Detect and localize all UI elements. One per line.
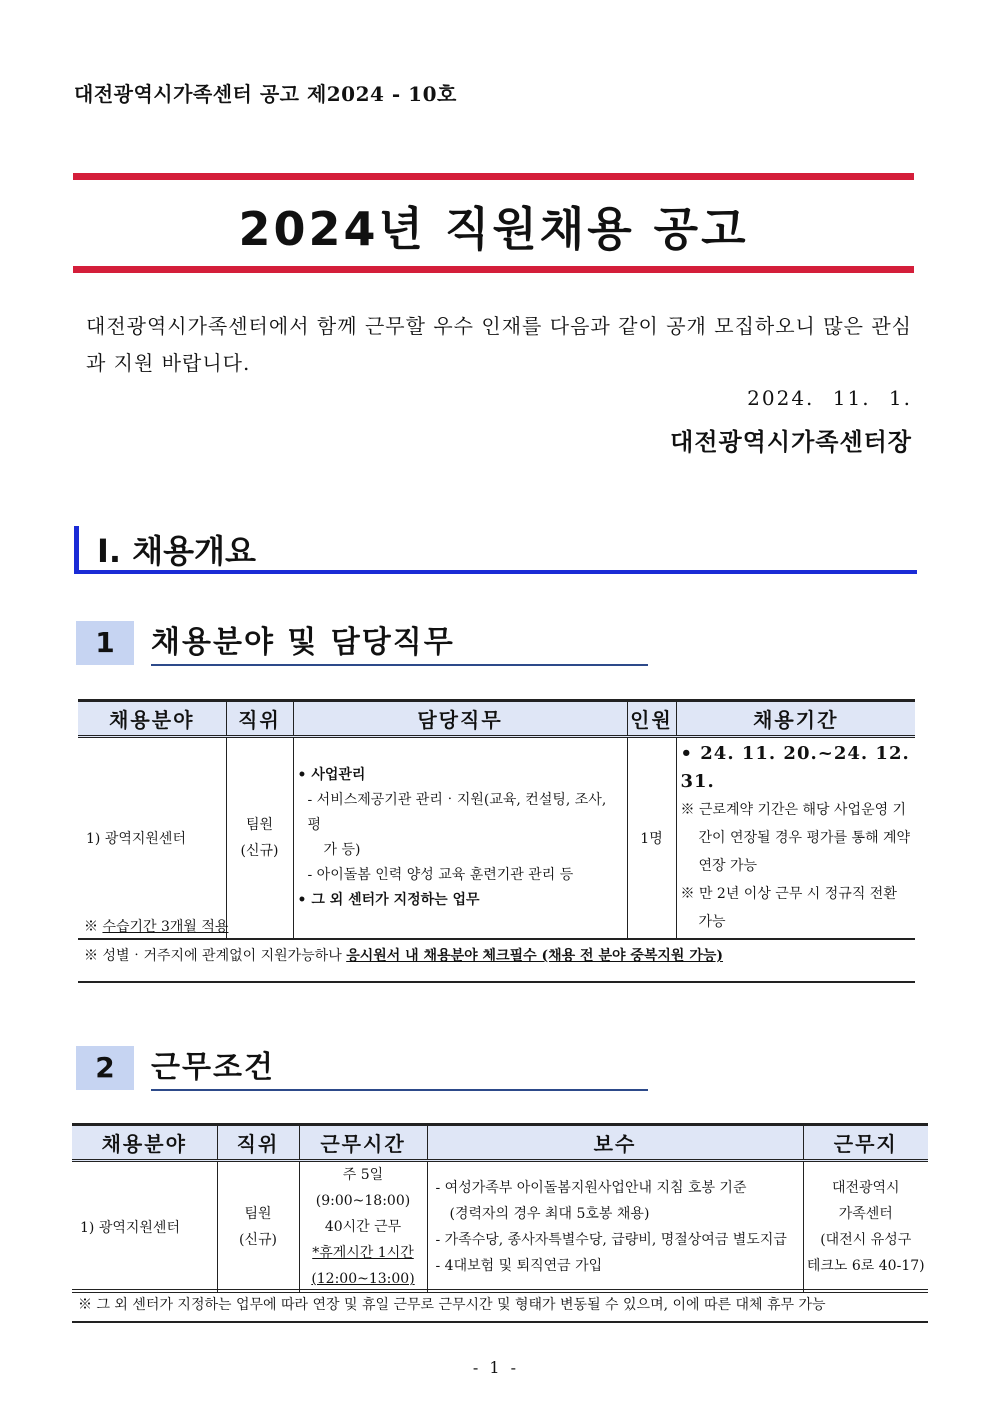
recruitment-notes <box>78 913 915 983</box>
period-note: ※ 근로계약 기간은 해당 사업운영 기간이 연장될 경우 평가를 통해 계약연장 가능 <box>680 802 911 874</box>
duty-item: - 서비스제공기관 관리‧지원(교육, 컨설팅, 조사, 평 <box>307 792 607 833</box>
hours-cell <box>299 1161 427 1293</box>
position-title: 팀원 <box>244 1206 272 1222</box>
pay-item: (경력자의 경우 최대 5호봉 채용) <box>449 1206 650 1222</box>
col-header-position: 직위 <box>226 701 293 737</box>
location-line: 대전광역시 <box>831 1180 900 1196</box>
announcement-date: 2024. 11. 1. <box>747 386 912 410</box>
hours-total: 40시간 근무 <box>324 1219 402 1235</box>
recruitment-table <box>78 699 915 940</box>
position-type: (신규) <box>240 843 279 859</box>
hours-break-time: (12:00~13:00) <box>311 1271 415 1287</box>
period-cell <box>676 737 915 940</box>
section-title: Ⅰ. 채용개요 <box>97 532 256 570</box>
location-cell <box>803 1161 928 1293</box>
title-top-rule <box>73 173 914 180</box>
duty-item: • 그 외 센터가 지정하는 업무 <box>297 892 480 908</box>
col-header-field: 채용분야 <box>72 1125 217 1161</box>
count-cell: 1명 <box>627 737 676 940</box>
period-note: ※ 만 2년 이상 근무 시 정규직 전환 가능 <box>680 886 897 930</box>
hours-days: 주 5일(9:00~18:00) <box>315 1167 411 1209</box>
col-header-count: 인원 <box>627 701 676 737</box>
subsection-title: 채용분야 및 담당직무 <box>151 622 648 666</box>
duty-item: - 아이돌봄 인력 양성 교육 훈련기관 관리 등 <box>307 867 574 883</box>
col-header-field: 채용분야 <box>78 701 226 737</box>
location-line: 테크노 6로 40-17) <box>806 1258 925 1274</box>
subsection-title: 근무조건 <box>151 1047 648 1091</box>
col-header-duty: 담당직무 <box>293 701 627 737</box>
col-header-hours: 근무시간 <box>299 1125 427 1161</box>
section-heading-overview <box>74 526 917 574</box>
col-header-position: 직위 <box>217 1125 299 1161</box>
field-cell: 1) 광역지원센터 <box>78 737 226 940</box>
note-eligibility: ※ 성별‧거주지에 관계없이 지원가능하나 응시원서 내 채용분야 체크필수 (채용 전 분야 중복지원 가능) <box>84 948 724 964</box>
subsection-number: 1 <box>76 621 134 665</box>
table-row <box>72 1161 928 1293</box>
work-conditions-note: ※ 그 외 센터가 지정하는 업무에 따라 연장 및 휴일 근무로 근무시간 및 형태가 변동될 수 있으며, 이에 따른 대체 휴무 가능 <box>72 1289 928 1323</box>
hours-break: *휴게시간 1시간 <box>312 1245 414 1261</box>
pay-cell <box>427 1161 803 1293</box>
duty-cell <box>293 737 627 940</box>
work-conditions-table <box>72 1123 928 1293</box>
table-row <box>78 737 915 940</box>
location-line: (대전시 유성구 <box>820 1232 912 1248</box>
note-probation: ※ 수습기간 3개월 적용 <box>84 919 229 935</box>
page-number: - 1 - <box>472 1358 520 1377</box>
page-title: 2024년 직원채용 공고 <box>238 202 749 256</box>
field-cell: 1) 광역지원센터 <box>72 1161 217 1293</box>
col-header-location: 근무지 <box>803 1125 928 1161</box>
notice-number: 대전광역시가족센터 공고 제2024 - 10호 <box>74 82 457 106</box>
duty-item: • 사업관리 <box>297 767 366 783</box>
position-cell <box>217 1161 299 1293</box>
pay-item: - 가족수당, 종사자특별수당, 급량비, 명절상여금 별도지급 <box>435 1232 787 1248</box>
subsection-number: 2 <box>76 1046 134 1090</box>
issuer-name: 대전광역시가족센터장 <box>670 427 912 456</box>
col-header-pay: 보수 <box>427 1125 803 1161</box>
col-header-period: 채용기간 <box>676 701 915 737</box>
pay-item: - 여성가족부 아이돌봄지원사업안내 지침 호봉 기준 <box>435 1180 747 1196</box>
position-title: 팀원 <box>245 817 274 833</box>
title-bottom-rule <box>73 266 914 273</box>
position-cell <box>226 737 293 940</box>
intro-paragraph: 대전광역시가족센터에서 함께 근무할 우수 인재를 다음과 같이 공개 모집하오니 많은 관심과 지원 바랍니다. <box>86 314 912 375</box>
pay-item: - 4대보험 및 퇴직연금 가입 <box>435 1258 603 1274</box>
duty-item: 가 등) <box>323 842 361 858</box>
position-type: (신규) <box>239 1232 277 1248</box>
location-line: 가족센터 <box>838 1206 893 1222</box>
period-dates: • 24. 11. 20.~24. 12. 31. <box>680 743 910 792</box>
